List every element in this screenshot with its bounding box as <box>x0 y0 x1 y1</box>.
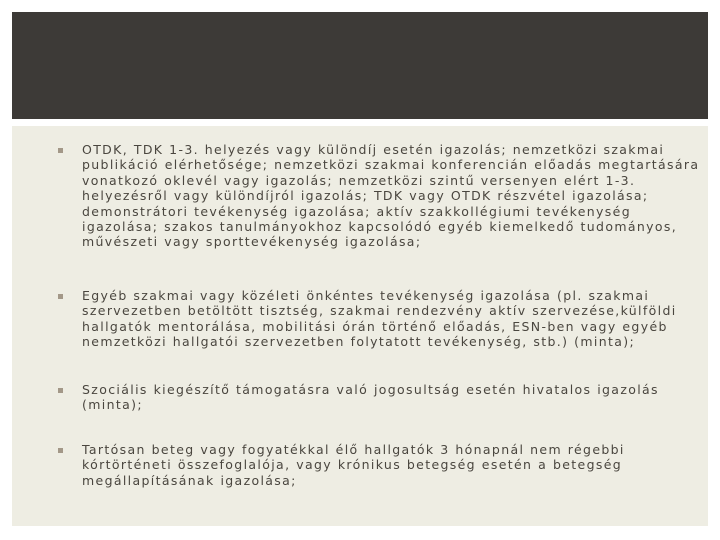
list-item-text: Tartósan beteg vagy fogyatékkal élő hallgatók 3 hónapnál nem régebbi kórtörténeti összefoglalója, vagy krónikus betegség esetén a betegség megállapításának igazolása; <box>82 442 625 488</box>
square-bullet-icon <box>58 148 63 153</box>
square-bullet-icon <box>58 294 63 299</box>
list-item-text: Szociális kiegészítő támogatásra való jogosultság esetén hivatalos igazolás (minta); <box>82 382 659 413</box>
list-item-text: OTDK, TDK 1-3. helyezés vagy különdíj esetén igazolás; nemzetközi szakmai publikáció elérhetősége; nemzetközi szakmai konferencián előadás megtartására vonatkozó oklevél vagy igazolás; nemzetközi szintű versenyen elért 1-3. helyezésről vagy különdíjról igazolás; TDK vagy OTDK részvétel igazolása; demonstrátori tevékenység igazolása; aktív szakkollégiumi tevékenység igazolása; szakos tanulmányokhoz kapcsolódó egyéb kiemelkedő tudományos, művészeti vagy sporttevékenység igazolása; <box>82 142 700 250</box>
square-bullet-icon <box>58 448 63 453</box>
header-band <box>12 12 708 119</box>
content-panel <box>12 126 708 526</box>
square-bullet-icon <box>58 388 63 393</box>
list-item-text: Egyéb szakmai vagy közéleti önkéntes tevékenység igazolása (pl. szakmai szervezetben betöltött tisztség, szakmai rendezvény aktív szervezése,külföldi hallgatók mentorálása, mobilitási órán történő előadás, ESN-ben vagy egyéb nemzetközi hallgatói szervezetben folytatott tevékenység, stb.) (minta); <box>82 288 677 350</box>
